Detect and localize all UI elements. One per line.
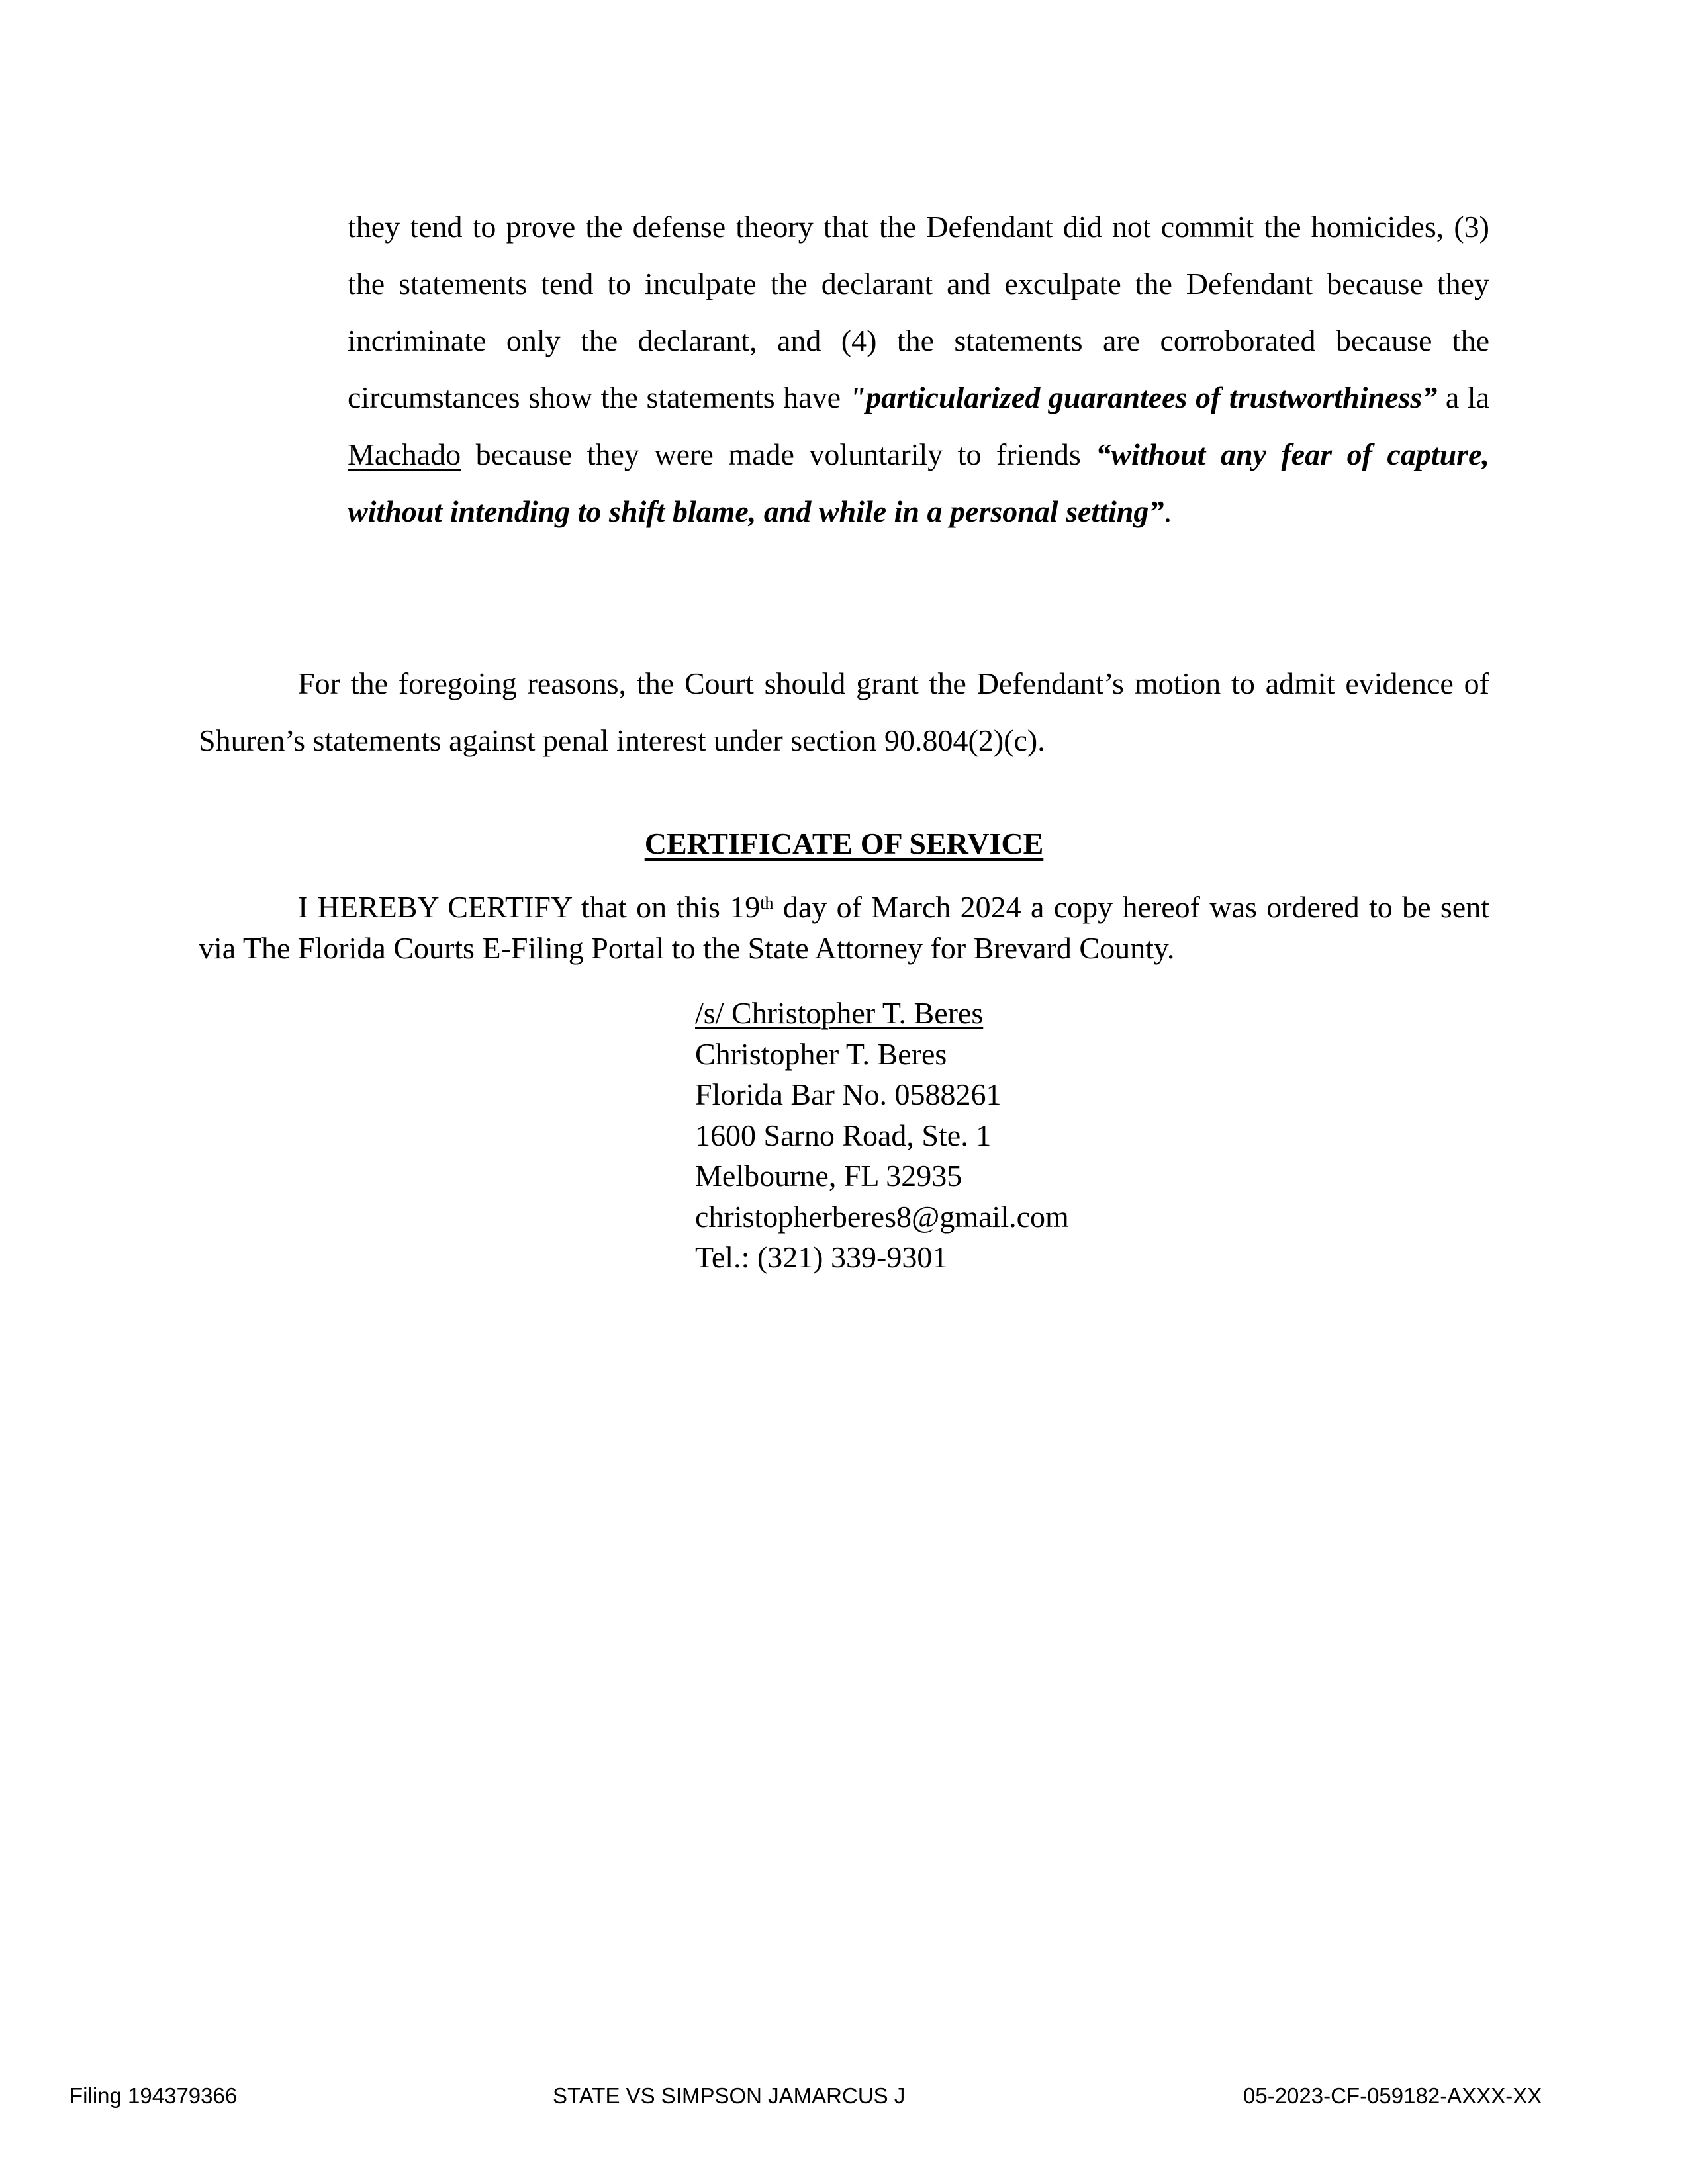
continued-argument-block [348, 199, 1489, 540]
ordinal-suffix: th [760, 893, 774, 913]
filing-number: Filing 194379366 [70, 2083, 238, 2108]
address-line-1: 1600 Sarno Road, Ste. 1 [695, 1118, 992, 1152]
case-title: STATE VS SIMPSON JAMARCUS J [553, 2083, 906, 2108]
argument-text: because they were made voluntarily to friends [461, 437, 1096, 471]
certificate-title: CERTIFICATE OF SERVICE [644, 827, 1044, 860]
quoted-phrase-without-fear: “without any fear of capture, without intending to shift blame, and while in a personal setting” [348, 437, 1489, 528]
quoted-phrase-particularized-guarantees: "particularized guarantees of trustworthiness” [849, 381, 1438, 414]
attorney-name: Christopher T. Beres [695, 1036, 947, 1071]
address-line-2: Melbourne, FL 32935 [695, 1159, 962, 1193]
argument-text: a la [1437, 381, 1489, 414]
conclusion-paragraph: For the foregoing reasons, the Court should grant the Defendant’s motion to admit evidence of Shuren’s statements against penal interest under section 90.804(2)(c). [199, 666, 1489, 757]
phone-number: Tel.: (321) 339-9301 [695, 1240, 948, 1274]
certificate-text: I HEREBY CERTIFY that on this 19 [298, 890, 761, 924]
certificate-body [199, 887, 1489, 969]
certificate-text: day of March 2024 a copy hereof was ordered to be sent via The Florida Courts E-Filing Portal to the State Attorney for Brevard County. [199, 890, 1489, 965]
argument-text: . [1164, 494, 1172, 528]
page-footer [0, 2083, 1688, 2110]
e-signature: /s/ Christopher T. Beres [695, 996, 984, 1030]
signature-block [695, 993, 1069, 1278]
case-number: 05-2023-CF-059182-AXXX-XX [1243, 2083, 1542, 2108]
case-citation-machado: Machado [348, 437, 461, 471]
email-address: christopherberes8@gmail.com [695, 1199, 1069, 1234]
bar-number: Florida Bar No. 0588261 [695, 1077, 1002, 1111]
certificate-heading [0, 826, 1688, 861]
argument-text: they tend to prove the defense theory that the Defendant did not commit the homicides, (3) the statements tend to inculpate the declarant and exculpate the Defendant because they incriminate only the declarant, and (4) the statements are corroborated because the circumstances show the statements have [348, 210, 1489, 414]
